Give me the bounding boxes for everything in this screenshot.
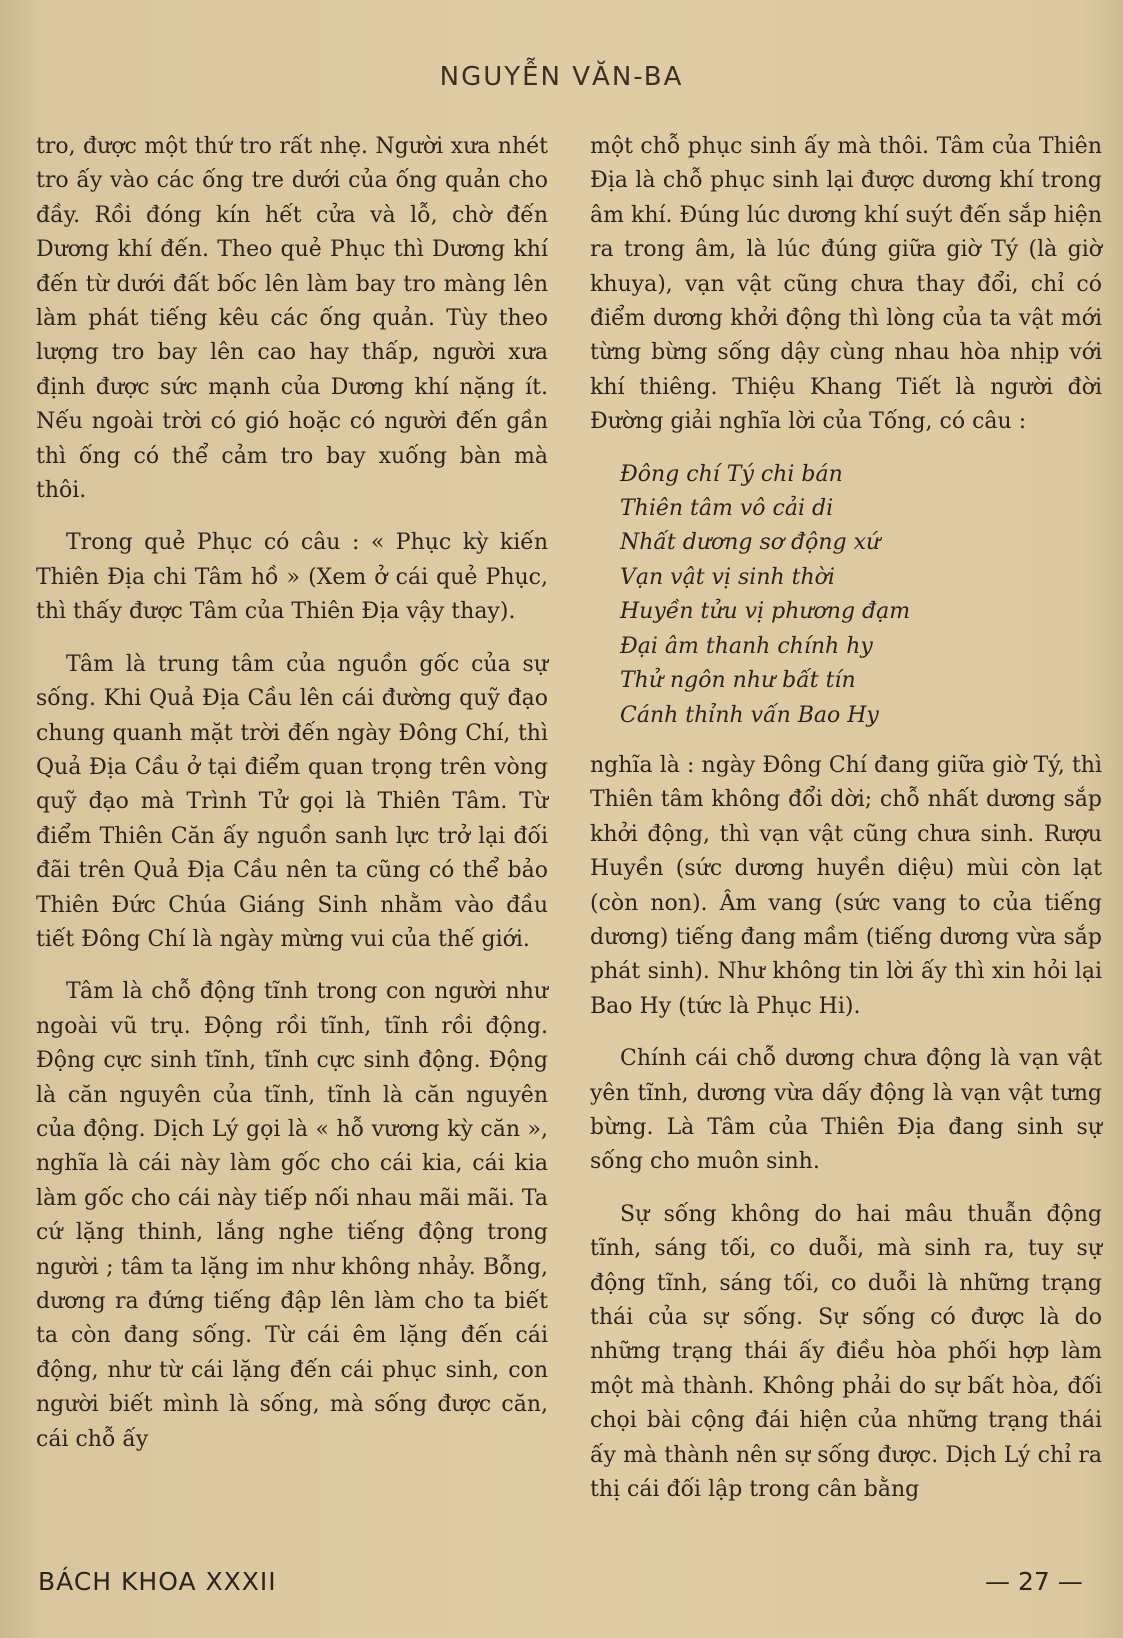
verse-line: Huyền tửu vị phương đạm (620, 599, 911, 625)
paragraph: Chính cái chỗ dương chưa động là vạn vật yên tĩnh, dương vừa dấy động là vạn vật tưng bừng. Là Tâm của Thiên Địa đang sinh sự sống cho muôn sinh. (590, 1046, 1102, 1175)
verse-line: Nhất dương sơ động xứ (620, 530, 881, 556)
paragraph: Sự sống không do hai mâu thuẫn động tĩnh, sáng tối, co duỗi, mà sinh ra, tuy sự động tĩnh, sáng tối, co duỗi là những trạng thái của sự sống. Sự sống có được là do những trạng thái ấy điều hòa phối hợp làm một mà thành. Không phải do sự bất hòa, đối chọi bài cộng đái hiện của những trạng thái ấy mà thành nên sự sống được. Dịch Lý chỉ ra thị cái đối lập trong cân bằng (590, 1201, 1102, 1503)
verse-block (620, 458, 1102, 733)
left-column (36, 130, 548, 1475)
paragraph: tro, được một thứ tro rất nhẹ. Người xưa nhét tro ấy vào các ống tre dưới của ống quản cho đầy. Rồi đóng kín hết cửa và lỗ, chờ đến Dương khí đến. Theo quẻ Phục thì Dương khí đến từ dưới đất bốc lên làm bay tro màng lên làm phát tiếng kêu các ống quản. Tùy theo lượng tro bay lên cao hay thấp, người xưa định được sức mạnh của Dương khí nặng ít. Nếu ngoài trời có gió hoặc có người đến gần thì ống có thể cảm tro bay xuống bàn mà thôi. (36, 134, 548, 504)
verse-line: Đại âm thanh chính hy (620, 633, 873, 659)
verse-line: Thử ngôn như bất tín (620, 668, 856, 694)
paragraph: Trong quẻ Phục có câu : « Phục kỳ kiến Thiên Địa chi Tâm hồ » (Xem ở cái quẻ Phục, thì thấy được Tâm của Thiên Địa vậy thay). (36, 530, 548, 625)
right-column (590, 130, 1102, 1525)
verse-line: Đông chí Tý chi bán (620, 461, 843, 487)
verse-line: Cánh thỉnh vấn Bao Hy (620, 702, 879, 728)
page-header-title: NGUYỄN VĂN-BA (439, 62, 684, 92)
verse-line: Vạn vật vị sinh thời (620, 564, 835, 590)
footer-magazine-name: BÁCH KHOA XXXII (38, 1567, 277, 1596)
paragraph: Tâm là trung tâm của nguồn gốc của sự sống. Khi Quả Địa Cầu lên cái đường quỹ đạo chung quanh mặt trời đến ngày Đông Chí, thì Quả Địa Cầu ở tại điểm quan trọng trên vòng quỹ đạo mà Trình Tử gọi là Thiên Tâm. Từ điểm Thiên Căn ấy nguồn sanh lực trở lại đối đãi trên Quả Địa Cầu nên ta cũng có thể bảo Thiên Đức Chúa Giáng Sinh nhằm vào đầu tiết Đông Chí là ngày mừng vui của thế giới. (36, 651, 548, 952)
verse-line: Thiên tâm vô cải di (620, 496, 834, 522)
paragraph: Tâm là chỗ động tĩnh trong con người như ngoài vũ trụ. Động rồi tĩnh, tĩnh rồi động. Động cực sinh tĩnh, tĩnh cực sinh động. Động là căn nguyên của tĩnh, tĩnh là căn nguyên của động. Dịch Lý gọi là « hỗ vương kỳ căn », nghĩa là cái này làm gốc cho cái kia, cái kia làm gốc cho cái này tiếp nối nhau mãi mãi. Ta cứ lặng thinh, lắng nghe tiếng động trong người ; tâm ta lặng im như không nhảy. Bỗng, dương ra đứng tiếng đập lên làm cho ta biết ta còn đang sống. Từ cái êm lặng đến cái động, như từ cái lặng đến cái phục sinh, con người biết mình là sống, mà sống được căn, cái chỗ ấy (36, 979, 548, 1452)
footer-page-number: — 27 — (985, 1567, 1083, 1596)
paragraph: nghĩa là : ngày Đông Chí đang giữa giờ Tý, thì Thiên tâm không đổi dời; chỗ nhất dương sắp khởi động, thì vạn vật cũng chưa sinh. Rượu Huyền (sức dương huyền diệu) mùi còn lạt (còn non). Âm vang (sức vang to của tiếng dương) tiếng đang mầm (tiếng dương vừa sắp phát sinh). Như không tin lời ấy thì xin hỏi lại Bao Hy (tức là Phục Hi). (590, 752, 1102, 1019)
paragraph: một chỗ phục sinh ấy mà thôi. Tâm của Thiên Địa là chỗ phục sinh lại được dương khí trong âm khí. Đúng lúc dương khí suýt đến sắp hiện ra trong âm, là lúc đúng giữa giờ Tý (là giờ khuya), vạn vật cũng chưa thay đổi, chỉ có điểm dương khởi động thì lòng của ta vật mới từng bừng sống dậy cùng nhau hòa nhịp với khí thiêng. Thiệu Khang Tiết là người đời Đường giải nghĩa lời của Tống, có câu : (590, 134, 1102, 435)
